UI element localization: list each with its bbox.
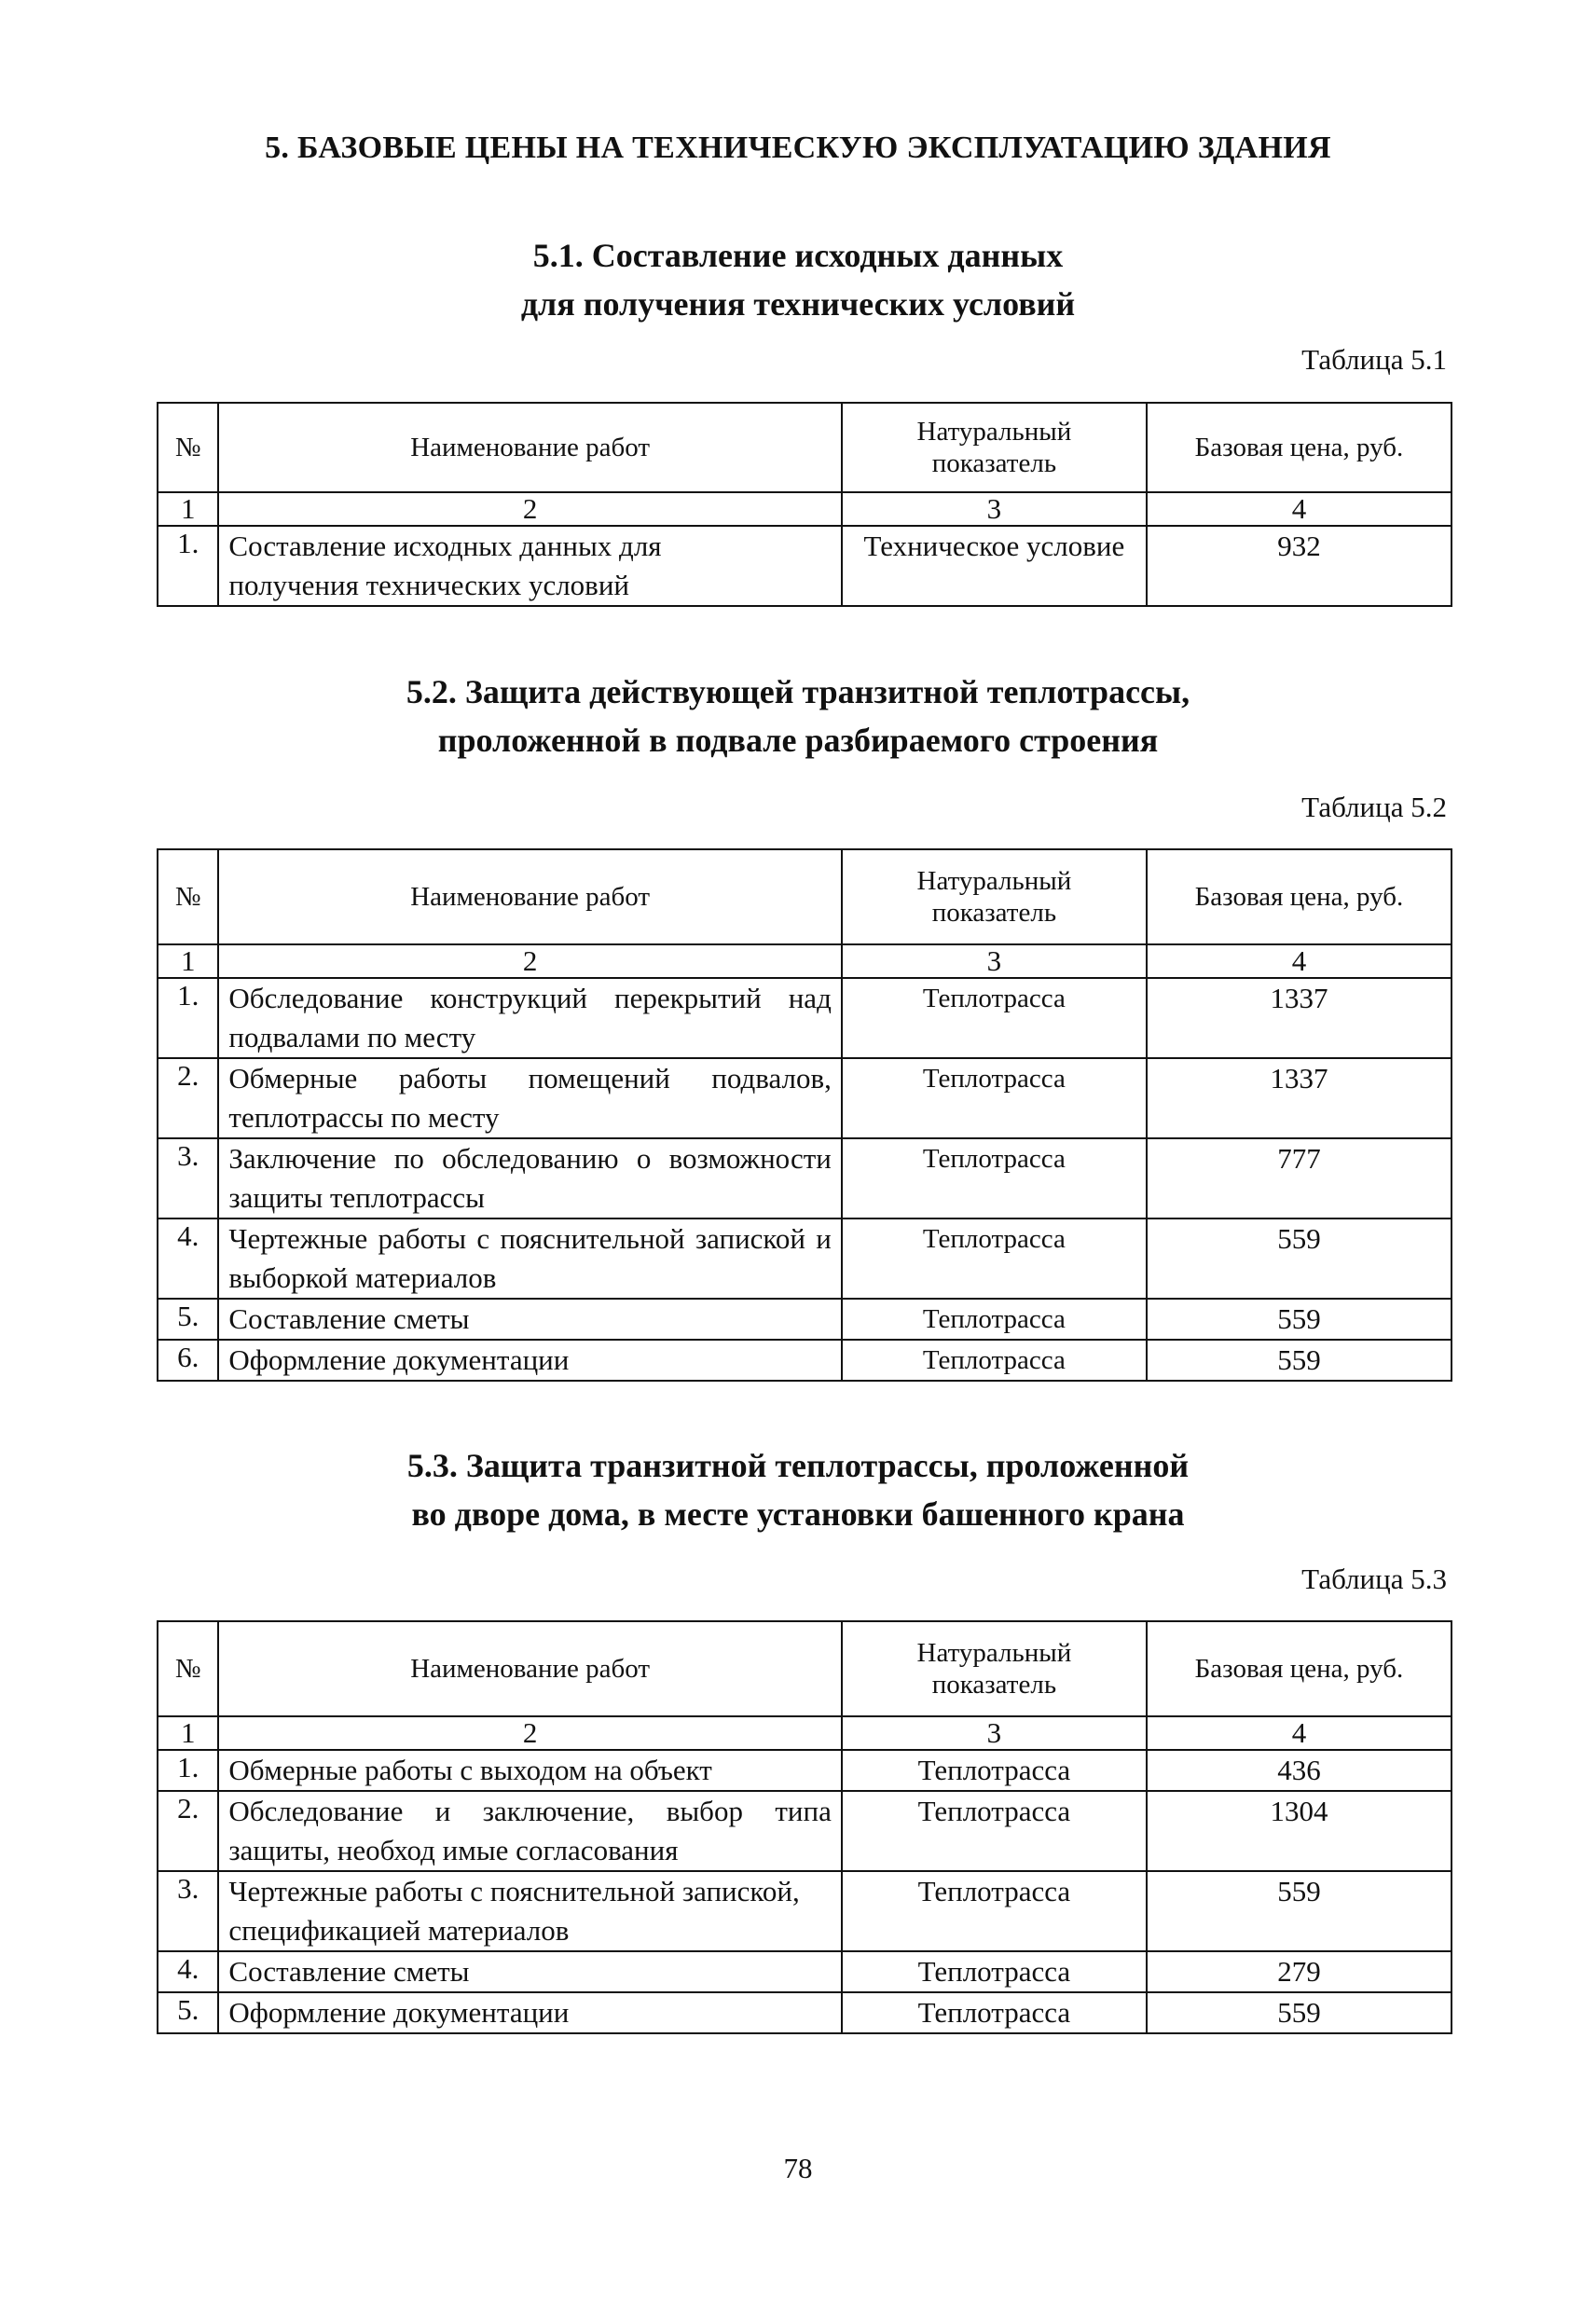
table-row [158, 1791, 1452, 1871]
index-cell: 3 [842, 1716, 1147, 1750]
row-price: 559 [1147, 1299, 1452, 1340]
row-price: 279 [1147, 1951, 1452, 1992]
row-name: Обмерные работы помещений подвалов, теплотрассы по месту [218, 1058, 841, 1138]
row-price: 559 [1147, 1871, 1452, 1951]
index-cell: 1 [158, 1716, 218, 1750]
row-num: 3. [158, 1138, 218, 1218]
table-row [158, 1750, 1452, 1791]
row-name: Оформление документации [218, 1992, 841, 2033]
row-name: Оформление документации [218, 1340, 841, 1381]
page-number: 78 [783, 2152, 813, 2184]
row-price: 436 [1147, 1750, 1452, 1791]
table-row [158, 1058, 1452, 1138]
table-row [158, 1218, 1452, 1299]
row-num: 5. [158, 1992, 218, 2033]
section-title-line2: для получения технических условий [520, 285, 1076, 323]
index-cell: 4 [1147, 1716, 1452, 1750]
section-title-line1: 5.1. Составление исходных данных [532, 237, 1064, 274]
row-price: 559 [1147, 1992, 1452, 2033]
row-price: 559 [1147, 1218, 1452, 1299]
table-row [158, 1992, 1452, 2033]
table-caption-5-3: Таблица 5.3 [1301, 1563, 1447, 1595]
row-name: Составление исходных данных для получения технических условий [218, 526, 841, 606]
row-name: Заключение по обследованию о возможности защиты теплотрассы [218, 1138, 841, 1218]
index-cell: 1 [158, 944, 218, 978]
table-row [158, 1951, 1452, 1992]
section-title-line2: проложенной в подвале разбираемого строения [437, 722, 1159, 759]
row-name: Обследование конструкций перекрытий над подвалами по месту [218, 978, 841, 1058]
row-unit: Теплотрасса [842, 1299, 1147, 1340]
table-caption-5-2: Таблица 5.2 [1301, 791, 1447, 823]
table-header-row [158, 849, 1452, 944]
header-num: № [158, 403, 218, 492]
row-price: 1337 [1147, 978, 1452, 1058]
page-title: 5. БАЗОВЫЕ ЦЕНЫ НА ТЕХНИЧЕСКУЮ ЭКСПЛУАТАЦИЮ ЗДАНИЯ [265, 131, 1331, 165]
table-row [158, 1299, 1452, 1340]
row-unit: Теплотрасса [842, 1058, 1147, 1138]
header-unit: Натуральный показатель [842, 1621, 1147, 1716]
row-unit: Теплотрасса [842, 1992, 1147, 2033]
row-name: Обмерные работы с выходом на объект [218, 1750, 841, 1791]
row-num: 4. [158, 1218, 218, 1299]
row-num: 6. [158, 1340, 218, 1381]
row-price: 1337 [1147, 1058, 1452, 1138]
row-num: 1. [158, 1750, 218, 1791]
header-name: Наименование работ [218, 403, 841, 492]
row-price: 932 [1147, 526, 1452, 606]
row-num: 2. [158, 1791, 218, 1871]
section-title-5-3 [0, 1441, 1596, 1538]
table-caption-5-1: Таблица 5.1 [1301, 343, 1447, 376]
section-title-5-2 [0, 668, 1596, 764]
row-unit: Теплотрасса [842, 1340, 1147, 1381]
section-title-line1: 5.3. Защита транзитной теплотрассы, проложенной [406, 1447, 1190, 1484]
row-num: 1. [158, 978, 218, 1058]
header-num: № [158, 849, 218, 944]
table-5-1 [157, 402, 1452, 607]
row-price: 559 [1147, 1340, 1452, 1381]
index-cell: 2 [218, 492, 841, 526]
row-unit: Теплотрасса [842, 1750, 1147, 1791]
index-cell: 2 [218, 944, 841, 978]
row-unit: Теплотрасса [842, 978, 1147, 1058]
row-num: 3. [158, 1871, 218, 1951]
row-name: Составление сметы [218, 1299, 841, 1340]
index-cell: 2 [218, 1716, 841, 1750]
row-unit: Теплотрасса [842, 1951, 1147, 1992]
row-num: 5. [158, 1299, 218, 1340]
row-unit: Техническое условие [842, 526, 1147, 606]
table-row [158, 1340, 1452, 1381]
table-index-row [158, 944, 1452, 978]
table-5-2 [157, 848, 1452, 1382]
section-title-line1: 5.2. Защита действующей транзитной теплотрассы, [406, 673, 1190, 710]
header-price: Базовая цена, руб. [1147, 403, 1452, 492]
header-name: Наименование работ [218, 1621, 841, 1716]
header-unit: Натуральный показатель [842, 849, 1147, 944]
header-name: Наименование работ [218, 849, 841, 944]
row-name: Чертежные работы с пояснительной запиской и выборкой материалов [218, 1218, 841, 1299]
header-price: Базовая цена, руб. [1147, 1621, 1452, 1716]
row-unit: Теплотрасса [842, 1218, 1147, 1299]
section-title-line2: во дворе дома, в месте установки башенного крана [411, 1495, 1185, 1533]
table-row [158, 1138, 1452, 1218]
row-name: Чертежные работы с пояснительной запиской, спецификацией материалов [218, 1871, 841, 1951]
row-num: 4. [158, 1951, 218, 1992]
row-name: Обследование и заключение, выбор типа защиты, необход имые согласования [218, 1791, 841, 1871]
index-cell: 1 [158, 492, 218, 526]
section-title-5-1 [0, 231, 1596, 328]
row-unit: Теплотрасса [842, 1791, 1147, 1871]
table-index-row [158, 1716, 1452, 1750]
header-unit: Натуральный показатель [842, 403, 1147, 492]
row-num: 2. [158, 1058, 218, 1138]
row-name: Составление сметы [218, 1951, 841, 1992]
table-row [158, 1871, 1452, 1951]
header-num: № [158, 1621, 218, 1716]
index-cell: 3 [842, 492, 1147, 526]
row-price: 777 [1147, 1138, 1452, 1218]
table-row [158, 978, 1452, 1058]
row-unit: Теплотрасса [842, 1138, 1147, 1218]
table-5-3 [157, 1620, 1452, 2034]
table-header-row [158, 1621, 1452, 1716]
row-price: 1304 [1147, 1791, 1452, 1871]
header-price: Базовая цена, руб. [1147, 849, 1452, 944]
table-row [158, 526, 1452, 606]
table-index-row [158, 492, 1452, 526]
index-cell: 4 [1147, 944, 1452, 978]
index-cell: 4 [1147, 492, 1452, 526]
table-header-row [158, 403, 1452, 492]
row-unit: Теплотрасса [842, 1871, 1147, 1951]
row-num: 1. [158, 526, 218, 606]
index-cell: 3 [842, 944, 1147, 978]
